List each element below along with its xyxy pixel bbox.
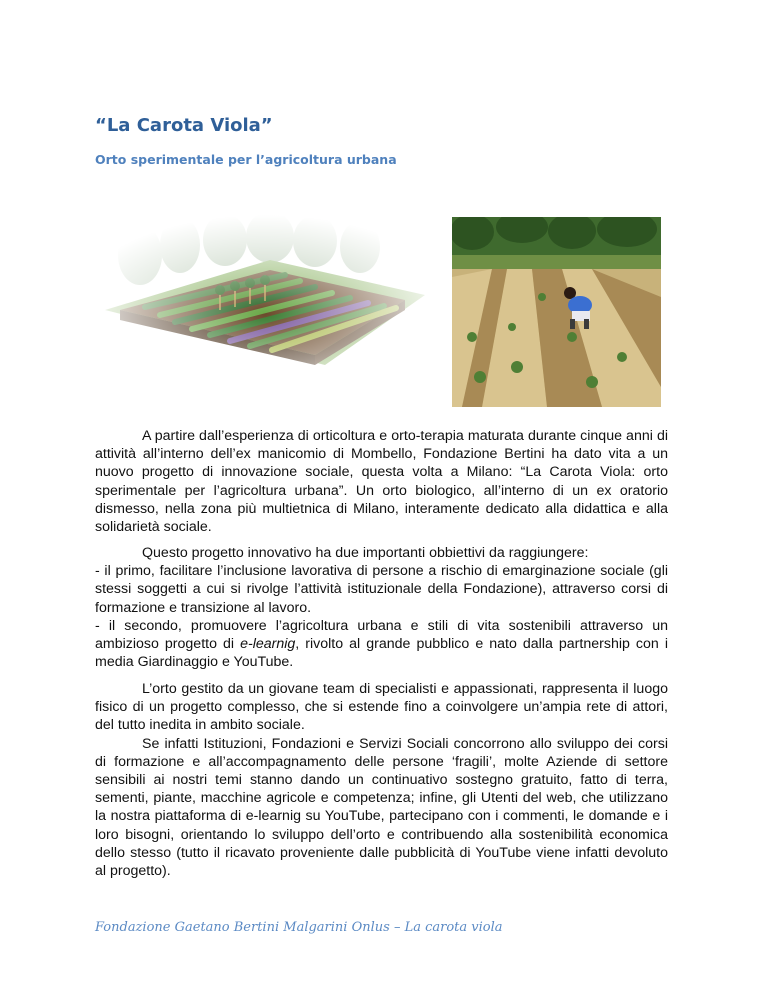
objective-first: - il primo, facilitare l’inclusione lavorativa di persone a rischio di emarginazione sociale (gli stessi soggetti a cui si rivolge l’attività istituzionale della Fondazione), attraverso corsi di formazione e transizione al lavoro. bbox=[95, 563, 668, 616]
page-title: “La Carota Viola” bbox=[95, 115, 273, 136]
paragraph-network bbox=[95, 680, 668, 880]
paragraph-network-part1: L’orto gestito da un giovane team di specialisti e appassionati, rappresenta il luogo fisico di un progetto complesso, che si estende fino a coinvolgere un’ampia rete di attori, del tutto inedita in ambito sociale. bbox=[95, 681, 668, 734]
page-footer: Fondazione Gaetano Bertini Malgarini Onlus – La carota viola bbox=[95, 920, 503, 935]
paragraph-network-part2: Se infatti Istituzioni, Fondazioni e Servizi Sociali concorrono allo sviluppo dei corsi di formazione e all’accompagnamento delle persone ‘fragili’, molte Aziende di settore sensibili ai nostri temi stanno dando un continuativo sostegno gratuito, fatto di terra, sementi, piante, macchine agricole e competenza; infine, gli Utenti del web, che utilizzano la nostra piattaforma di e-learnig su YouTube, partecipano con i commenti, le domande e i loro bisogni, orientando lo sviluppo dell’orto e contribuendo alla sostenibilità economica dello stesso (tutto il ricavato proveniente dalle pubblicità di YouTube viene infatti devoluto al progetto). bbox=[95, 735, 668, 880]
objective-second-text-start: - il secondo, promuovere l’agricoltura urbana e stili di vita sostenibili attraverso un ambizioso progetto di bbox=[95, 617, 668, 653]
objective-second-emphasis: e-learnig bbox=[240, 636, 296, 653]
objective-second bbox=[95, 617, 668, 672]
page-subtitle: Orto sperimentale per l’agricoltura urbana bbox=[95, 152, 397, 167]
garden-illustration bbox=[100, 215, 430, 380]
field-photo bbox=[452, 217, 661, 407]
objectives-intro: Questo progetto innovativo ha due importanti obbiettivi da raggiungere: bbox=[142, 545, 589, 561]
paragraph-intro: A partire dall’esperienza di orticoltura e orto-terapia maturata durante cinque anni di attività all’interno dell’ex manicomio di Mombello, Fondazione Bertini ha dato vita a un nuovo progetto di innovazione sociale, questa volta a Milano: “La Carota Viola: orto sperimentale per l’agricoltura urbana”. Un orto biologico, all’interno di un ex oratorio dismesso, nella zona più multietnica di Milano, interamente dedicato alla didattica e alla solidarietà sociale. bbox=[95, 428, 668, 536]
paragraph-objectives bbox=[95, 544, 668, 671]
objective-second-text-end: , rivolto al grande pubblico e nato dalla partnership con i media Giardinaggio e YouTube. bbox=[95, 636, 668, 671]
